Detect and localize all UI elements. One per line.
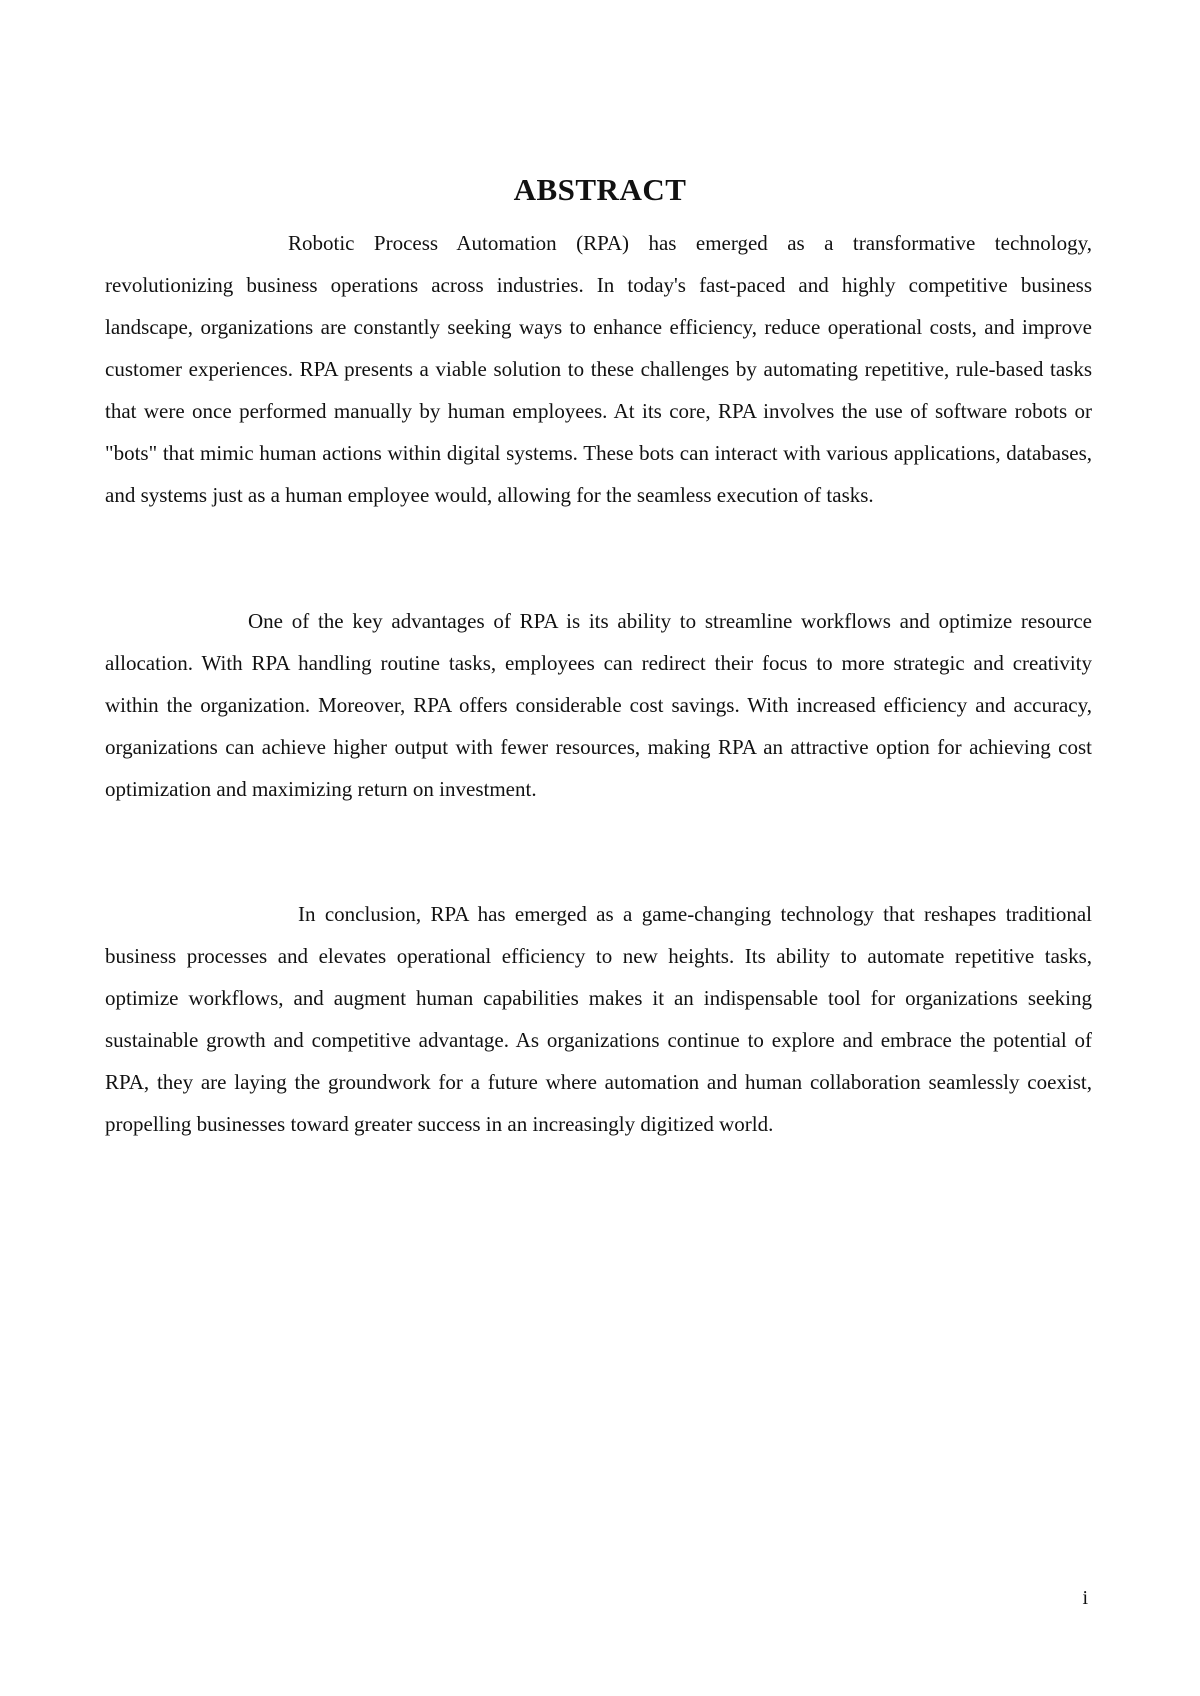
page-title: ABSTRACT — [513, 171, 687, 207]
abstract-paragraph-conclusion: In conclusion, RPA has emerged as a game-changing technology that reshapes traditional business processes and elevates operational efficiency to new heights. Its ability to automate repetitive tasks, optimize workflows, and augment human capabilities makes it an indispensable tool for organizations seeking sustainable growth and competitive advantage. As organizations continue to explore and embrace the potential of RPA, they are laying the groundwork for a future where automation and human collaboration seamlessly coexist, propelling businesses toward greater success in an increasingly digitized world. — [105, 902, 1092, 1136]
abstract-paragraph-advantages: One of the key advantages of RPA is its ability to streamline workflows and optimize resource allocation. With RPA handling routine tasks, employees can redirect their focus to more strategic and creativity within the organization. Moreover, RPA offers considerable cost savings. With increased efficiency and accuracy, organizations can achieve higher output with fewer resources, making RPA an attractive option for achieving cost optimization and maximizing return on investment. — [105, 609, 1092, 801]
abstract-paragraph-introduction: Robotic Process Automation (RPA) has emerged as a transformative technology, revolutionizing business operations across industries. In today's fast-paced and highly competitive business landscape, organizations are constantly seeking ways to enhance efficiency, reduce operational costs, and improve customer experiences. RPA presents a viable solution to these challenges by automating repetitive, rule-based tasks that were once performed manually by human employees. At its core, RPA involves the use of software robots or "bots" that mimic human actions within digital systems. These bots can interact with various applications, databases, and systems just as a human employee would, allowing for the seamless execution of tasks. — [105, 231, 1092, 507]
page-number: i — [1082, 1587, 1088, 1609]
